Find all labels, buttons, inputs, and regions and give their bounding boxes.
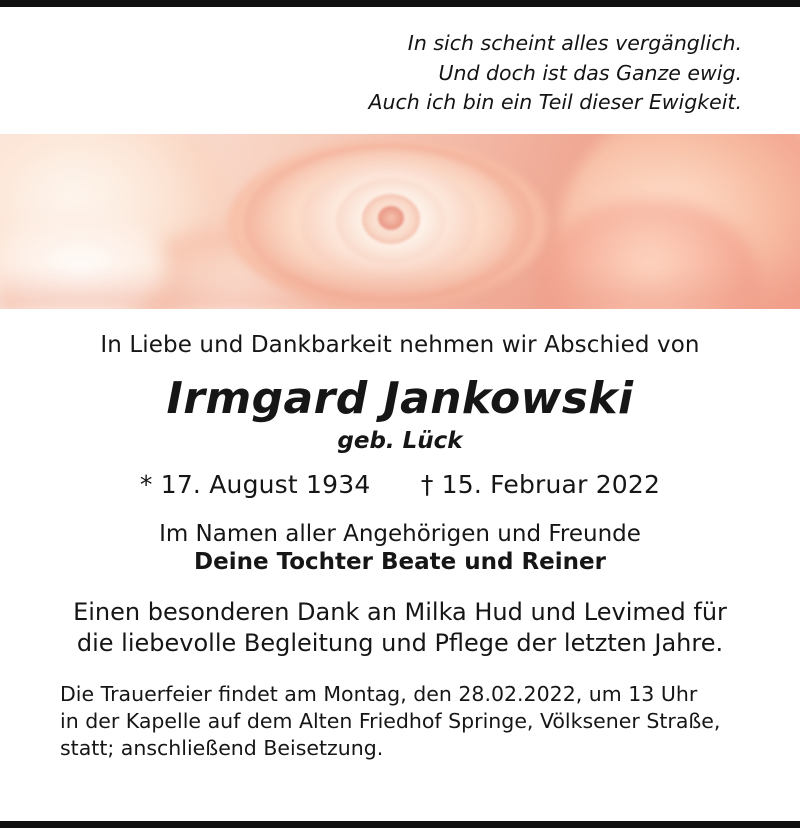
verse-line-2: Und doch ist das Ganze ewig. (438, 60, 742, 85)
family-intro: Im Namen aller Angehörigen und Freunde (159, 521, 641, 548)
verse-block (0, 7, 800, 134)
life-dates (34, 470, 766, 499)
verse-line-1: In sich scheint alles vergänglich. (407, 31, 742, 55)
death-date: † 15. Februar 2022 (420, 470, 661, 500)
service-details (34, 681, 766, 763)
thanks-block (34, 597, 766, 658)
thanks-line-1: Einen besonderen Dank an Milka Hud und Levimed für (73, 598, 727, 627)
birth-date: * 17. August 1934 (139, 470, 371, 500)
service-line-2: in der Kapelle auf dem Alten Friedhof Springe, Völksener Straße, (60, 709, 721, 733)
service-line-1: Die Trauerfeier findet am Montag, den 28.02.2022, um 13 Uhr (60, 681, 698, 706)
notice-body (0, 309, 800, 821)
maiden-name: geb. Lück (337, 428, 463, 455)
rose-photo (0, 134, 800, 309)
verse-line-3: Auch ich bin ein Teil dieser Ewigkeit. (368, 90, 742, 115)
photo-bottom-shade (0, 267, 800, 309)
thanks-line-2: die liebevolle Begleitung und Pflege der letzten Jahre. (76, 628, 724, 657)
service-line-3: statt; anschließend Beisetzung. (60, 736, 384, 761)
deceased-name: Irmgard Jankowski (166, 372, 634, 424)
family-names: Deine Tochter Beate und Reiner (194, 549, 606, 576)
lead-text: In Liebe und Dankbarkeit nehmen wir Abschied von (100, 332, 700, 359)
